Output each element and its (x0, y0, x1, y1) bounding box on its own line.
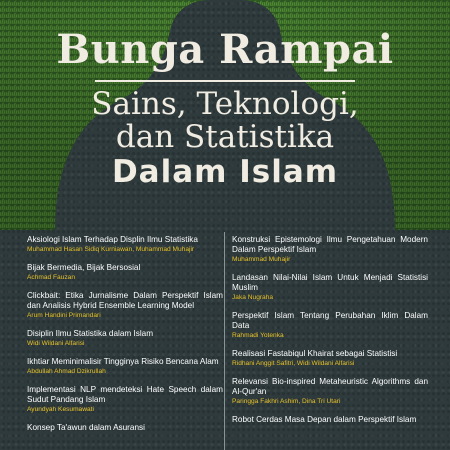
chapter-author: Widi Wildani Alfarisi (27, 340, 85, 347)
chapter-entry (232, 311, 428, 340)
chapter-title: Konstruksi Epistemologi Ilmu Pengetahuan Modern Dalam Perspektif Islam (232, 235, 428, 254)
chapter-entry (232, 235, 428, 264)
chapter-title: Ikhtiar Meminimalisir Tingginya Risiko Bencana Alam (27, 357, 219, 366)
title-block (0, 28, 450, 190)
chapter-author: Abdullah Ahmad Dzikrullah (27, 368, 106, 375)
chapter-entry (27, 263, 223, 282)
chapter-title: Robot Cerdas Masa Depan dalam Perspektif Islam (232, 415, 417, 424)
chapter-title: Implementasi NLP mendeteksi Hate Speech dalam Sudut Pandang Islam (27, 385, 223, 404)
chapter-title: Aksiologi Islam Terhadap Displin Ilmu Statistika (27, 235, 198, 244)
chapter-author: Jaka Nugraha (232, 294, 274, 301)
chapter-author: Arum Handini Primandari (27, 312, 101, 319)
chapter-entry (27, 423, 223, 433)
subtitle-line-1: Sains, Teknologi, (91, 86, 359, 122)
chapter-author: Achmad Fauzan (27, 274, 76, 281)
chapter-entry (232, 349, 428, 368)
chapter-entry (232, 377, 428, 406)
column-divider (224, 232, 225, 450)
main-title: Bunga Rampai (56, 26, 394, 73)
chapter-entry (27, 385, 223, 414)
chapter-title: Relevansi Bio-inspired Metaheuristic Algorithms dan Al-Qur'an (232, 377, 428, 396)
chapter-author: Muhammad Muhajir (232, 256, 291, 263)
chapter-entry (27, 235, 223, 254)
chapter-entry (27, 291, 223, 320)
chapter-entry (27, 357, 223, 376)
chapter-author: Ayundyah Kesumawati (27, 406, 94, 413)
title-underline (95, 80, 355, 82)
chapter-author: Rahmadi Yotenka (232, 332, 284, 339)
chapter-entry (232, 415, 428, 425)
chapter-title: Realisasi Fastabiqul Khairat sebagai Statistisi (232, 349, 398, 358)
chapter-title: Clickbait: Etika Jurnalisme Dalam Perspektif Islam dan Analisis Hybrid Ensemble Learning Model (27, 291, 223, 310)
chapter-author: Ridhani Anggit Safitri, Widi Wildani Alfarisi (232, 360, 355, 367)
chapter-entry (27, 329, 223, 348)
contents-left-column (27, 235, 223, 442)
chapter-title: Landasan Nilai-Nilai Islam Untuk Menjadi Statistisi Muslim (232, 273, 428, 292)
subtitle-line-3: Dalam Islam (111, 154, 339, 190)
chapter-title: Disiplin Ilmu Statistika dalam Islam (27, 329, 154, 338)
subtitle-line-2: dan Statistika (115, 119, 335, 155)
chapter-entry (232, 273, 428, 302)
chapter-title: Bijak Bermedia, Bijak Bersosial (27, 263, 141, 272)
chapter-title: Konsep Ta'awun dalam Asuransi (27, 423, 145, 432)
chapter-title: Perspektif Islam Tentang Perubahan Iklim Dalam Data (232, 311, 428, 330)
contents-right-column (232, 235, 428, 434)
chapter-author: Paringga Fakhri Ashim, Dina Tri Utari (232, 398, 341, 405)
chapter-author: Muhammad Hasan Sidiq Kurniawan, Muhammad Muhajir (27, 246, 195, 253)
